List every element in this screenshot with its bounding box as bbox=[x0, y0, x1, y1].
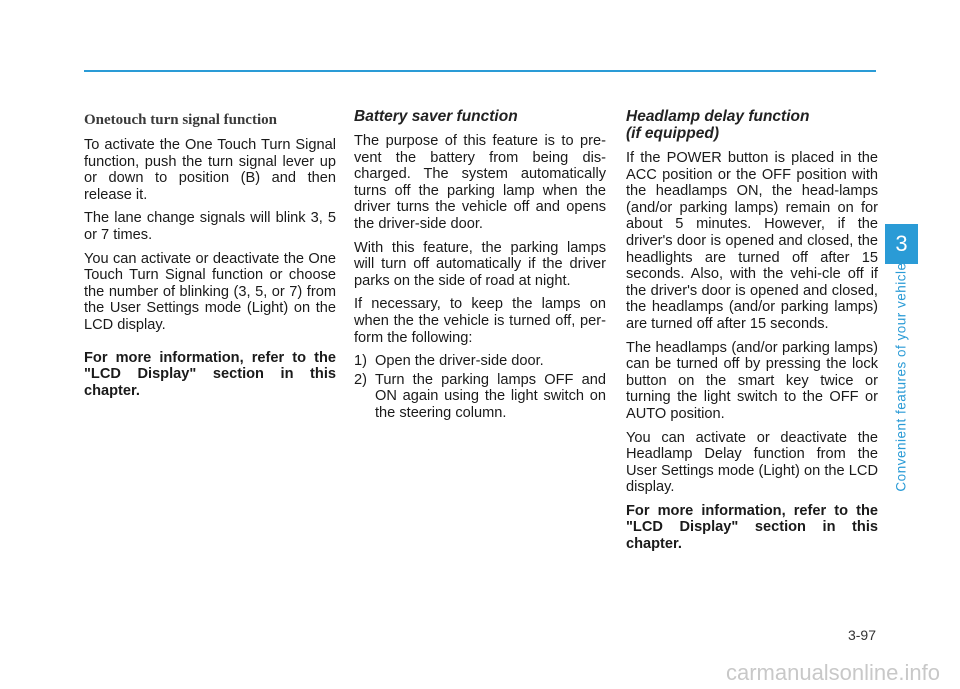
list-item bbox=[354, 353, 606, 370]
heading-battery-saver: Battery saver function bbox=[354, 108, 518, 125]
heading-onetouch-turn-signal: Onetouch turn signal function bbox=[84, 112, 277, 128]
paragraph: You can activate or deactivate the One Touch Turn Signal function or choose the number of blinking (3, 5, or 7) from the User Settings mode (Light) on the LCD display. bbox=[84, 250, 336, 333]
column-onetouch-turn-signal bbox=[84, 108, 336, 406]
paragraph: You can activate or deactivate the Headlamp Delay function from the User Settings mode (Light) on the LCD display. bbox=[626, 429, 878, 496]
column-headlamp-delay bbox=[626, 108, 878, 560]
reference-note: For more information, refer to the "LCD Display" section in this chapter. bbox=[626, 502, 878, 553]
reference-note: For more information, refer to the "LCD Display" section in this chapter. bbox=[84, 349, 336, 399]
steps-list bbox=[354, 353, 606, 421]
heading-line: (if equipped) bbox=[626, 125, 719, 142]
step-text: Open the driver-side door. bbox=[375, 353, 544, 370]
section-number-tab: 3 bbox=[885, 224, 918, 264]
column-battery-saver bbox=[354, 108, 606, 428]
heading-line: Headlamp delay function bbox=[626, 108, 810, 125]
page-number: 3-97 bbox=[847, 627, 876, 643]
watermark: carmanualsonline.info bbox=[725, 660, 940, 685]
paragraph: The headlamps (and/or parking lamps) can be turned off by pressing the lock button on the smart key twice or turning the light switch to the OFF or AUTO position. bbox=[626, 339, 878, 422]
paragraph: The lane change signals will blink 3, 5 or 7 times. bbox=[84, 210, 336, 243]
paragraph: With this feature, the parking lamps will turn off automatically if the driver parks on the side of road at night. bbox=[354, 239, 606, 289]
top-rule bbox=[84, 70, 876, 72]
heading-headlamp-delay bbox=[626, 108, 878, 142]
paragraph: If necessary, to keep the lamps on when the the vehicle is turned off, per-form the following: bbox=[354, 296, 606, 346]
step-text: Turn the parking lamps OFF and ON again using the light switch on the steering column. bbox=[375, 371, 606, 421]
paragraph: The purpose of this feature is to pre-vent the battery from being dis-charged. The system automatically turns off the parking lamp when the driver turns the vehicle off and opens the driver-side door. bbox=[354, 133, 606, 232]
step-number: 2) bbox=[354, 371, 367, 388]
list-item bbox=[354, 372, 606, 422]
paragraph: To activate the One Touch Turn Signal function, push the turn signal lever up or down to position (B) and then release it. bbox=[84, 137, 336, 203]
step-number: 1) bbox=[354, 353, 367, 370]
paragraph: If the POWER button is placed in the ACC position or the OFF position with the headlamps ON, the head-lamps (and/or parking lamps) remain on for about 5 minutes. However, if the driver's door is opened and closed, the headlights are turned off after 15 seconds. Also, with the vehi-cle off if the driver's door is opened and closed, the headlamps (and/or parking lamps) are turned off after 15 seconds. bbox=[626, 150, 878, 332]
section-title-vertical: Convenient features of your vehicle bbox=[893, 262, 909, 492]
